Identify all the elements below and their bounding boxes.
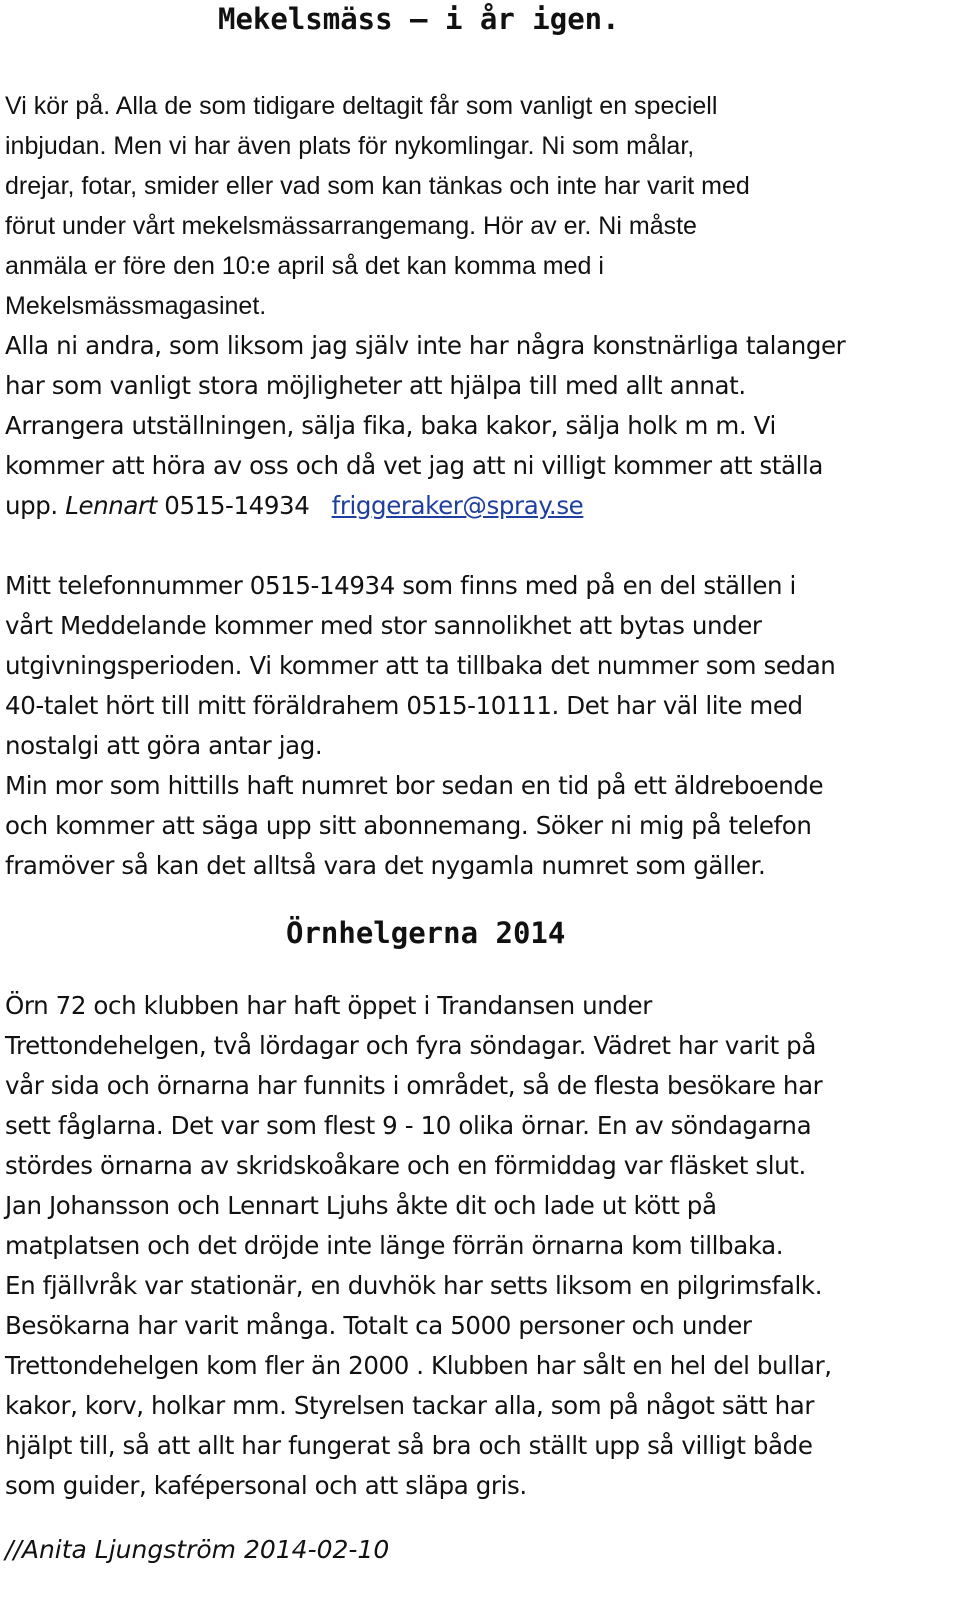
paragraph-ornhelgerna <box>5 986 935 1506</box>
heading-ornhelgerna: Örnhelgerna 2014 <box>286 916 566 950</box>
text-line: Vi kör på. Alla de som tidigare deltagit får som vanligt en speciell <box>5 92 718 120</box>
text-line: kommer att höra av oss och då vet jag att ni villigt kommer att ställa <box>5 451 824 480</box>
paragraph-phone-number <box>5 566 935 886</box>
signature: //Anita Ljungström 2014-02-10 <box>5 1535 390 1564</box>
text-line: Trettondehelgen kom fler än 2000 . Klubben har sålt en hel del bullar, <box>5 1351 832 1380</box>
text-line: anmäla er före den 10:e april så det kan komma med i <box>5 252 604 280</box>
text-line: vårt Meddelande kommer med stor sannolikhet att bytas under <box>5 611 762 640</box>
text-line: Mitt telefonnummer 0515-14934 som finns med på en del ställen i <box>5 571 796 600</box>
text-line: En fjällvråk var stationär, en duvhök har setts liksom en pilgrimsfalk. <box>5 1271 823 1300</box>
text-line: och kommer att säga upp sitt abonnemang. Söker ni mig på telefon <box>5 811 812 840</box>
text-line: Arrangera utställningen, sälja fika, baka kakor, sälja holk m m. Vi <box>5 411 776 440</box>
paragraph-mekelsmass-helpers <box>5 326 935 526</box>
text-line: vår sida och örnarna har funnits i området, så de flesta besökare har <box>5 1071 823 1100</box>
text-line: hjälpt till, så att allt har fungerat så bra och ställt upp så villigt både <box>5 1431 813 1460</box>
text-line: matplatsen och det dröjde inte länge förrän örnarna kom tillbaka. <box>5 1231 784 1260</box>
text-line: Min mor som hittills haft numret bor sedan en tid på ett äldreboende <box>5 771 824 800</box>
text-line: Jan Johansson och Lennart Ljuhs åkte dit och lade ut kött på <box>5 1191 717 1220</box>
contact-email-link[interactable]: friggeraker@spray.se <box>331 491 584 520</box>
heading-mekelsmass: Mekelsmäss – i år igen. <box>218 2 620 36</box>
text-line: förut under vårt mekelsmässarrangemang. Hör av er. Ni måste <box>5 212 697 240</box>
text-line: Örn 72 och klubben har haft öppet i Trandansen under <box>5 991 652 1020</box>
text-line: nostalgi att göra antar jag. <box>5 731 323 760</box>
text-line: som guider, kafépersonal och att släpa gris. <box>5 1471 527 1500</box>
contact-name: Lennart <box>65 491 157 520</box>
text-line: Alla ni andra, som liksom jag själv inte har några konstnärliga talanger <box>5 331 846 360</box>
text-line: framöver så kan det alltså vara det nygamla numret som gäller. <box>5 851 766 880</box>
text-line: Besökarna har varit många. Totalt ca 5000 personer och under <box>5 1311 752 1340</box>
text-line: drejar, fotar, smider eller vad som kan tänkas och inte har varit med <box>5 172 750 200</box>
text-line: kakor, korv, holkar mm. Styrelsen tackar alla, som på något sätt har <box>5 1391 815 1420</box>
contact-prefix: upp. <box>5 491 66 520</box>
text-line: Mekelsmässmagasinet. <box>5 292 267 320</box>
contact-line <box>5 486 935 526</box>
text-line: Trettondehelgen, två lördagar och fyra söndagar. Vädret har varit på <box>5 1031 816 1060</box>
text-line: utgivningsperioden. Vi kommer att ta tillbaka det nummer som sedan <box>5 651 836 680</box>
text-line: sett fåglarna. Det var som flest 9 - 10 olika örnar. En av söndagarna <box>5 1111 812 1140</box>
text-line: har som vanligt stora möjligheter att hjälpa till med allt annat. <box>5 371 746 400</box>
paragraph-mekelsmass-intro <box>5 86 935 326</box>
text-line: 40-talet hört till mitt föräldrahem 0515-10111. Det har väl lite med <box>5 691 803 720</box>
text-line: stördes örnarna av skridskoåkare och en förmiddag var fläsket slut. <box>5 1151 806 1180</box>
contact-phone: 0515-14934 <box>156 491 310 520</box>
text-line: inbjudan. Men vi har även plats för nykomlingar. Ni som målar, <box>5 132 695 160</box>
